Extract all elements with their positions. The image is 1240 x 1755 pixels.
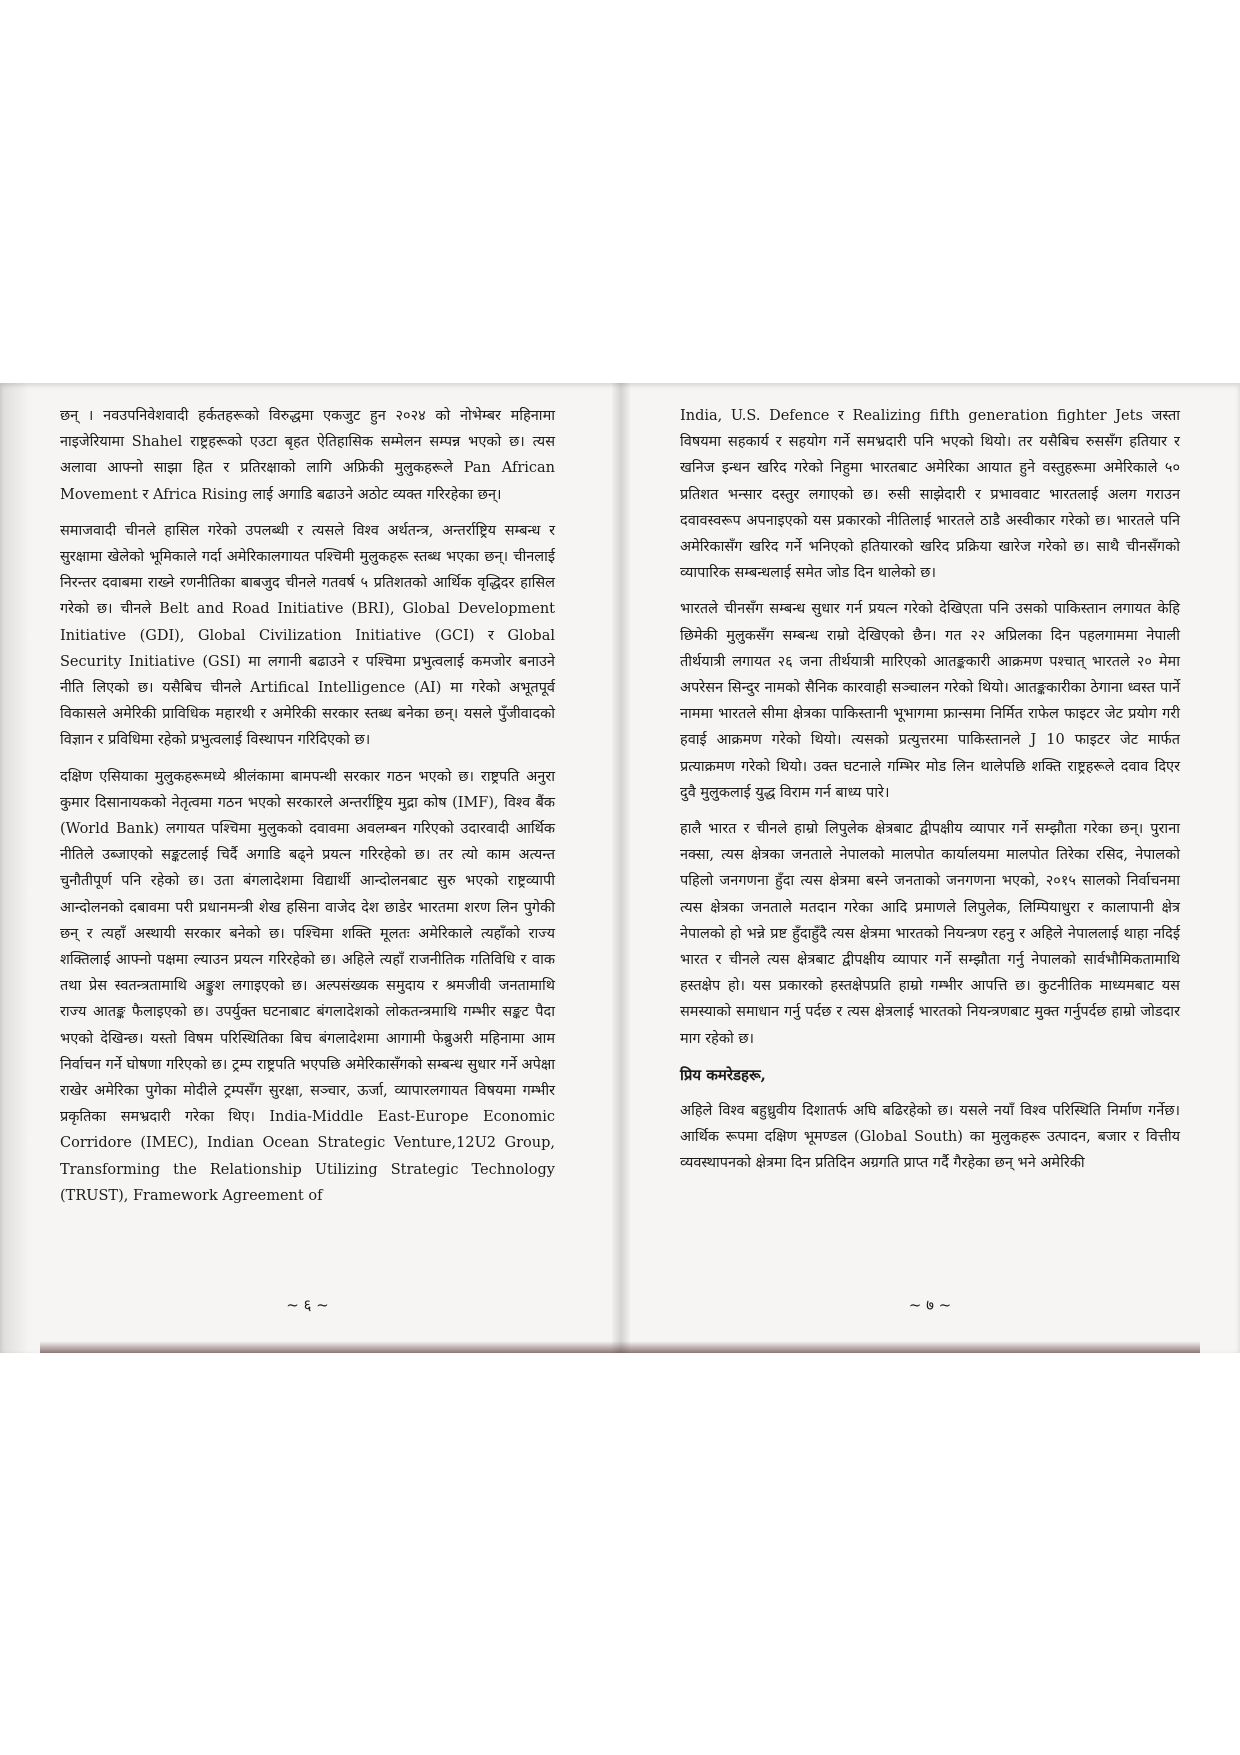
left-paragraph-3: दक्षिण एसियाका मुलुकहरूमध्ये श्रीलंकामा बामपन्थी सरकार गठन भएको छ। राष्ट्रपति अनुरा कुमार दिसानायकको नेतृत्वमा गठन भएको सरकारले अन्तर्राष्ट्रिय मुद्रा कोष (IMF), विश्व बैंक (World Bank) लगायत पश्चिमा मुलुकको दवावमा अवलम्बन गरिएको उदारवादी आर्थिक नीतिले उब्जाएको सङ्कटलाई चिर्दै अगाडि बढ्ने प्रयत्न गरिरहेको छ। तर त्यो काम अत्यन्त चुनौतीपूर्ण पनि रहेको छ। उता बंगलादेशमा विद्यार्थी आन्दोलनबाट सुरु भएको राष्ट्रव्यापी आन्दोलनको दबावमा परी प्रधानमन्त्री शेख हसिना वाजेद देश छाडेर भारतमा शरण लिन पुगेकी छन् र त्यहाँ अस्थायी सरकार बनेको छ। पश्चिमा शक्ति मूलतः अमेरिकाले त्यहाँको राज्य शक्तिलाई आफ्नो पक्षमा ल्याउन प्रयत्न गरिरहेको छ। अहिले त्यहाँ राजनीतिक गतिविधि र वाक तथा प्रेस स्वतन्त्रतामाथि अङ्कुश लगाइएको छ। अल्पसंख्यक समुदाय र श्रमजीवी जनतामाथि राज्य आतङ्क फैलाइएको छ। उपर्युक्त घटनाबाट बंगलादेशको लोकतन्त्रमाथि गम्भीर सङ्कट पैदा भएको देखिन्छ। यस्तो विषम परिस्थितिका बिच बंगलादेशमा आगामी फेब्रुअरी महिनामा आम निर्वाचन गर्ने घोषणा गरिएको छ। ट्रम्प राष्ट्रपति भएपछि अमेरिकासँगको सम्बन्ध सुधार गर्ने अपेक्षा राखेर अमेरिका पुगेका मोदीले ट्रम्पसँग सुरक्षा, सञ्चार, ऊर्जा, व्यापारलगायत विषयमा गम्भीर प्रकृतिका समभ्रदारी गरेका थिए। India-Middle East-Europe Economic Corridore (IMEC), Indian Ocean Strategic Venture,12U2 Group, Transforming the Relationship Utilizing Strategic Technology (TRUST), Framework Agreement of [60, 768, 555, 1204]
page-shadow [0, 383, 30, 1353]
left-paragraph-1: छन् । नवउपनिवेशवादी हर्कतहरूको विरुद्धमा एकजुट हुन २०२४ को नोभेम्बर महिनामा नाइजेरियामा Shahel राष्ट्रहरूको एउटा बृहत ऐतिहासिक सम्मेलन सम्पन्न भएको छ। त्यस अलावा आफ्नो साझा हित र प्रतिरक्षाको लागि अफ्रिकी मुलुकहरूले Pan African Movement र Africa Rising लाई अगाडि बढाउने अठोट व्यक्त गरिरहेका छन्। [60, 408, 555, 503]
salutation-heading: प्रिय कमरेडहरू, [680, 1065, 766, 1084]
right-paragraph-2: भारतले चीनसँग सम्बन्ध सुधार गर्न प्रयत्न गरेको देखिएता पनि उसको पाकिस्तान लगायत केहि छिमेकी मुलुकसँग सम्बन्ध राम्रो देखिएको छैन। गत २२ अप्रिलका दिन पहलगाममा नेपाली तीर्थयात्री लगायत २६ जना तीर्थयात्री मारिएको आतङ्ककारी आक्रमण पश्चात् भारतले २० मेमा अपरेसन सिन्दुर नामको सैनिक कारवाही सञ्चालन गरेको थियो। आतङ्ककारीका ठेगाना ध्वस्त पार्ने नाममा भारतले सीमा क्षेत्रका पाकिस्तानी भूभागमा फ्रान्समा निर्मित राफेल फाइटर जेट प्रयोग गरी हवाई आक्रमण गरेको थियो। त्यसको प्रत्युत्तरमा पाकिस्तानले J 10 फाइटर जेट मार्फत प्रत्याक्रमण गरेको थियो। उक्त घटनाले गम्भिर मोड लिन थालेपछि शक्ति राष्ट्रहरूले दवाव दिएर दुवै मुलुकलाई युद्ध विराम गर्न बाध्य पारे। [680, 601, 1180, 801]
left-page [60, 403, 555, 1219]
left-paragraph-2: समाजवादी चीनले हासिल गरेको उपलब्धी र त्यसले विश्व अर्थतन्त्र, अन्तर्राष्ट्रिय सम्बन्ध र सुरक्षामा खेलेको भूमिकाले गर्दा अमेरिकालगायत पश्चिमी मुलुकहरू स्तब्ध भएका छन्। चीनलाई निरन्तर दवाबमा राख्ने रणनीतिका बाबजुद चीनले गतवर्ष ५ प्रतिशतको आर्थिक वृद्धिदर हासिल गरेको छ। चीनले Belt and Road Initiative (BRI), Global Development Initiative (GDI), Global Civilization Initiative (GCI) र Global Security Initiative (GSI) मा लगानी बढाउने र पश्चिमा प्रभुत्वलाई कमजोर बनाउने नीति लिएको छ। यसैबिच चीनले Artifical Intelligence (AI) मा गरेको अभूतपूर्व विकासले अमेरिकी प्राविधिक महारथी र अमेरिकी सरकार स्तब्ध बनेका छन्। यसले पुँजीवादको विज्ञान र प्रविधिमा रहेको प्रभुत्वलाई विस्थापन गरिदिएको छ। [60, 522, 555, 749]
right-paragraph-3: हालै भारत र चीनले हाम्रो लिपुलेक क्षेत्रबाट द्वीपक्षीय व्यापार गर्ने सम्झौता गरेका छन्। पुराना नक्सा, त्यस क्षेत्रका जनताले नेपालको मालपोत कार्यालयमा मालपोत तिरेका रसिद, नेपालको पहिलो जनगणना हुँदा त्यस क्षेत्रमा बस्ने जनताको जनगणना भएको, २०१५ सालको निर्वाचनमा त्यस क्षेत्रका जनताले मतदान गरेका आदि प्रमाणले लिपुलेक, लिम्पियाधुरा र कालापानी क्षेत्र नेपालको हो भन्ने प्रष्ट हुँदाहुँदै त्यस क्षेत्रमा भारतको नियन्त्रण रहनु र अहिले नेपाललाई थाहा नदिई भारत र चीनले त्यस क्षेत्रबाट द्वीपक्षीय व्यापार गर्ने सम्झौता गर्नु नेपालको सार्वभौमिकतामाथि हस्तक्षेप हो। यस प्रकारको हस्तक्षेपप्रति हाम्रो गम्भीर आपत्ति छ। कुटनीतिक माध्यमबाट यस समस्याको समाधान गर्नु पर्दछ र त्यस क्षेत्रलाई भारतको नियन्त्रणबाट मुक्त गर्नुपर्दछ हाम्रो जोडदार माग रहेको छ। [680, 821, 1180, 1047]
book-gutter [612, 383, 630, 1353]
right-paragraph-1: India, U.S. Defence र Realizing fifth generation fighter Jets जस्ता विषयमा सहकार्य र सहयोग गर्ने समभ्रदारी पनि भएको थियो। तर यसैबिच रुससँग हतियार र खनिज इन्धन खरिद गरेको निहुमा भारतबाट अमेरिका आयात हुने वस्तुहरूमा अमेरिकाले ५० प्रतिशत भन्सार दस्तुर लगाएको छ। रुसी साझेदारी र प्रभाववाट भारतलाई अलग गराउन दवावस्वरूप अपनाइएको यस प्रकारको नीतिलाई भारतले ठाडै अस्वीकार गरेको छ। भारतले पनि अमेरिकासँग खरिद गर्ने भनिएको हतियारको खरिद प्रक्रिया खारेज गरेको छ। साथै चीनसँगको व्यापारिक सम्बन्धलाई समेत जोड दिन थालेको छ। [680, 408, 1180, 582]
right-page [680, 403, 1180, 1186]
right-page-number: ~ ७ ~ [908, 1296, 952, 1314]
left-page-number: ~ ६ ~ [286, 1296, 329, 1314]
page-bottom-edge [40, 1341, 1200, 1353]
book-spread [0, 383, 1240, 1353]
right-closing-paragraph: अहिले विश्व बहुध्रुवीय दिशातर्फ अघि बढिरहेको छ। यसले नयाँ विश्व परिस्थिति निर्माण गर्नेछ। आर्थिक रूपमा दक्षिण भूमण्डल (Global South) का मुलुकहरू उत्पादन, बजार र वित्तीय व्यवस्थापनको क्षेत्रमा दिन प्रतिदिन अग्रगति प्राप्त गर्दै गैरहेका छन् भने अमेरिकी [680, 1102, 1180, 1172]
